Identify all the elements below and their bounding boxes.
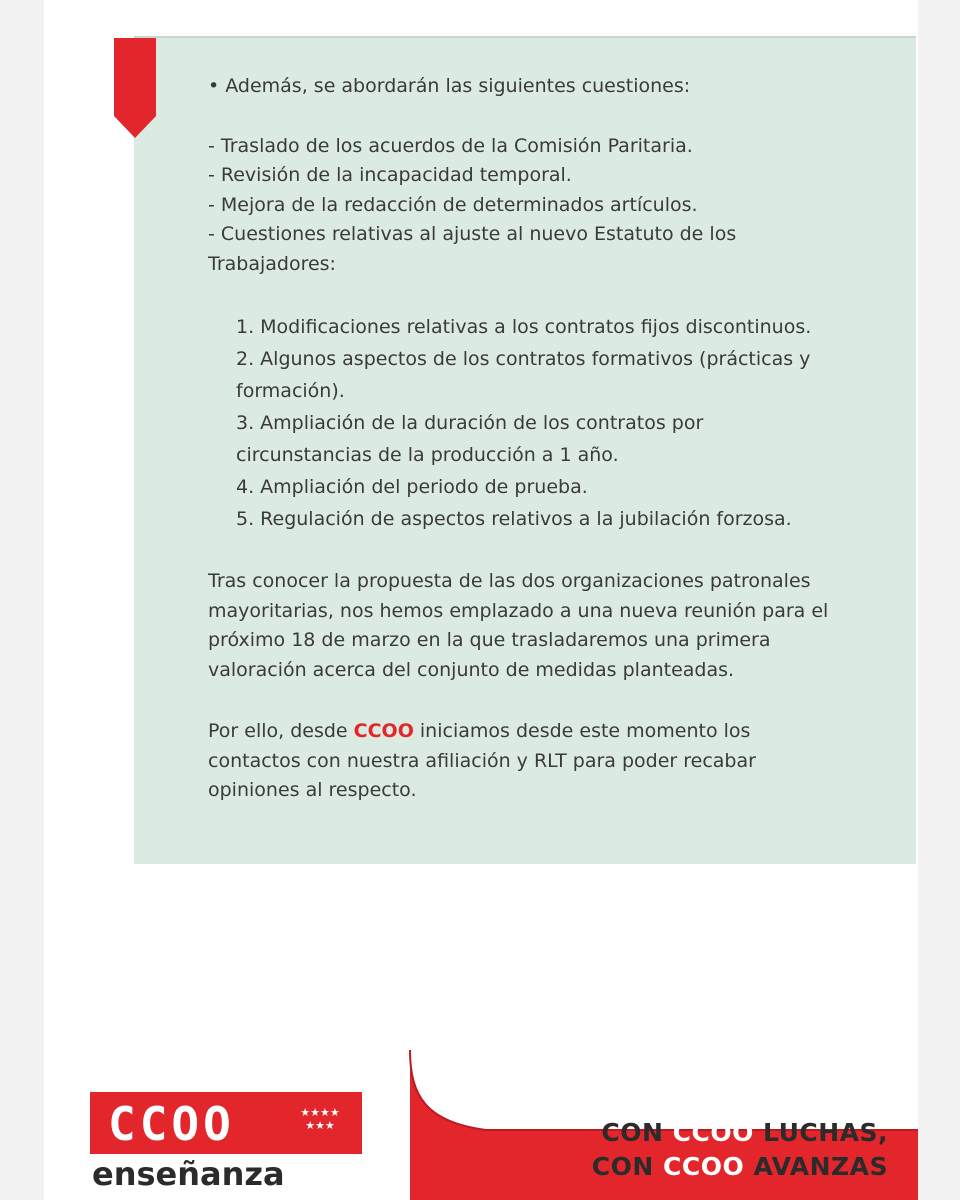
slogan-ccoo: CCOO: [672, 1118, 754, 1147]
list-item: - Revisión de la incapacidad temporal.: [208, 164, 572, 186]
paragraph-contacts: [208, 717, 788, 806]
list-item: - Mejora de la redacción de determinados artículos.: [208, 193, 698, 216]
slogan-word: LUCHAS,: [753, 1118, 888, 1147]
slogan-word: CON: [601, 1118, 673, 1147]
star-icon: [290, 1106, 350, 1132]
slogan-text: [592, 1116, 888, 1184]
slogan-line-2: [592, 1150, 888, 1184]
intro-bullet: • Además, se abordarán las siguientes cuestiones:: [208, 75, 691, 97]
list-item: - Traslado de los acuerdos de la Comisión Paritaria.: [208, 134, 693, 157]
article-text: [208, 72, 888, 806]
logo-stars-bottom: ★★★: [305, 1119, 335, 1132]
logo-subtitle: enseñanza: [92, 1155, 285, 1193]
logo-stars-top: ★★★★: [300, 1106, 340, 1119]
numbered-list: [208, 311, 888, 535]
list-item: - Cuestiones relativas al ajuste al nuevo Estatuto de los Trabajadores:: [208, 223, 737, 275]
numbered-item: 5. Regulación de aspectos relativos a la jubilación forzosa.: [236, 508, 792, 530]
logo-letters: CCOO: [108, 1097, 235, 1151]
ccoo-logo: [90, 1092, 362, 1154]
paragraph-meeting: Tras conocer la propuesta de las dos organizaciones patronales mayoritarias, nos hemos emplazado a una nueva reunión para el próximo 18 de marzo en la que trasladaremos una primera valoración acerca del conjunto de medidas planteadas.: [208, 570, 829, 681]
paragraph-contacts-end: iniciamos desde este momento los contactos con nuestra afiliación y RLT para poder recabar opiniones al respecto.: [208, 720, 756, 801]
slogan-line-1: [592, 1116, 888, 1150]
bookmark-ribbon: [114, 38, 156, 138]
slogan-ccoo: CCOO: [663, 1152, 745, 1181]
paragraph-contacts-start: Por ello, desde: [208, 720, 354, 742]
numbered-item: 1. Modificaciones relativas a los contratos fijos discontinuos.: [236, 316, 812, 338]
ccoo-highlight: CCOO: [353, 720, 414, 742]
slogan-word: AVANZAS: [744, 1152, 888, 1181]
numbered-item: 4. Ampliación del periodo de prueba.: [236, 476, 588, 498]
numbered-item: 3. Ampliación de la duración de los contratos por circunstancias de la producción a 1 año.: [236, 412, 704, 466]
numbered-item: 2. Algunos aspectos de los contratos formativos (prácticas y formación).: [236, 348, 811, 402]
slogan-word: CON: [591, 1152, 664, 1181]
